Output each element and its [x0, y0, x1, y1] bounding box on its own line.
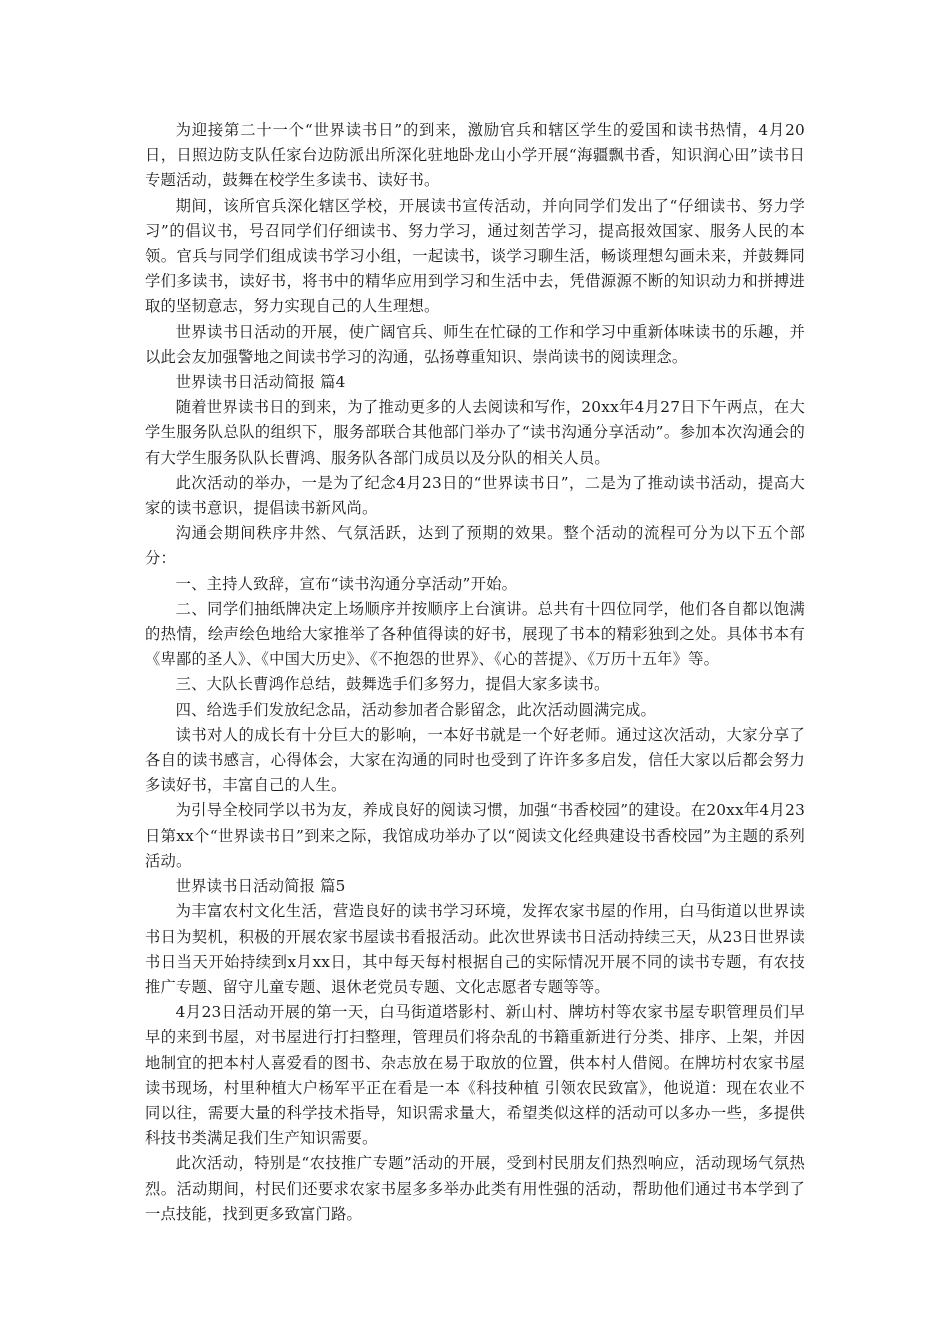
paragraph: 沟通会期间秩序井然、气氛活跃，达到了预期的效果。整个活动的流程可分为以下五个部分：: [145, 524, 805, 568]
paragraph: 读书对人的成长有十分巨大的影响，一本好书就是一个好老师。通过这次活动，大家分享了各自的读书感言，心得体会，大家在沟通的同时也受到了许许多多启发，信任大家以后都会努力多读好书，丰富自己的人生。: [145, 725, 805, 795]
section-heading: 世界读书日活动简报 篇5: [175, 877, 346, 896]
list-item: 二、同学们抽纸牌决定上场顺序并按顺序上台演讲。总共有十四位同学，他们各自都以饱满的热情，绘声绘色地给大家推举了各种值得读的好书，展现了书本的精彩独到之处。具体书本有《卑鄙的圣人》、《中国大历史》、《不抱怨的世界》、《心的菩提》、《万历十五年》等。: [145, 599, 805, 669]
section-heading: 世界读书日活动简报 篇4: [175, 373, 346, 392]
list-item: 四、给选手们发放纪念品，活动参加者合影留念，此次活动圆满完成。: [175, 700, 656, 719]
document-body: [145, 118, 805, 1227]
paragraph: 此次活动的举办，一是为了纪念4月23日的“世界读书日”，二是为了推动读书活动，提高大家的读书意识，提倡读书新风尚。: [145, 473, 805, 518]
paragraph: 4月23日活动开展的第一天，白马街道塔影村、新山村、牌坊村等农家书屋专职管理员们早早的来到书屋，对书屋进行打扫整理，管理员们将杂乱的书籍重新进行分类、排序、上架，并因地制宜的把本村人喜爱看的图书、杂志放在易于取放的位置，供本村人借阅。在牌坊村农家书屋读书现场，村里种植大户杨军平正在看是一本《科技种植 引领农民致富》，他说道：现在农业不同以往，需要大量的科学技术指导，知识需求量大，希望类似这样的活动可以多办一些，多提供科技书类满足我们生产知识需要。: [145, 1003, 805, 1148]
list-item: 一、主持人致辞，宣布“读书沟通分享活动”开始。: [175, 574, 518, 593]
paragraph: 为丰富农村文化生活，营造良好的读书学习环境，发挥农家书屋的作用，白马街道以世界读书日为契机，积极的开展农家书屋读书看报活动。此次世界读书日活动持续三天，从23日世界读书日当天开始持续到x月xx日，其中每天每村根据自己的实际情况开展不同的读书专题，有农技推广专题、留守儿童专题、退休老党员专题、文化志愿者专题等等。: [145, 902, 805, 996]
paragraph: 为引导全校同学以书为友，养成良好的阅读习惯，加强“书香校园”的建设。在20xx年4月23日第xx个“世界读书日”到来之际，我馆成功举办了以“阅读文化经典建设书香校园”为主题的系列活动。: [145, 801, 805, 870]
paragraph: 为迎接第二十一个“世界读书日”的到来，激励官兵和辖区学生的爱国和读书热情，4月20日，日照边防支队任家台边防派出所深化驻地卧龙山小学开展“海疆飘书香，知识润心田”读书日专题活动，鼓舞在校学生多读书、读好书。: [145, 121, 805, 190]
paragraph: 随着世界读书日的到来，为了推动更多的人去阅读和写作，20xx年4月27日下午两点，在大学生服务队总队的组织下，服务部联合其他部门举办了“读书沟通分享活动”。参加本次沟通会的有大学生服务队队长曹鸿、服务队各部门成员以及分队的相关人员。: [145, 398, 805, 467]
list-item: 三、大队长曹鸿作总结，鼓舞选手们多努力，提倡大家多读书。: [175, 675, 610, 694]
paragraph: 世界读书日活动的开展，使广阔官兵、师生在忙碌的工作和学习中重新体味读书的乐趣，并以此会友加强警地之间读书学习的沟通，弘扬尊重知识、崇尚读书的阅读理念。: [145, 322, 805, 366]
paragraph: 期间，该所官兵深化辖区学校，开展读书宣传活动，并向同学们发出了“仔细读书、努力学习”的倡议书，号召同学们仔细读书、努力学习，通过刻苦学习，提高报效国家、服务人民的本领。官兵与同学们组成读书学习小组，一起读书，谈学习聊生活，畅谈理想勾画未来，并鼓舞同学们多读书，读好书，将书中的精华应用到学习和生活中去，凭借源源不断的知识动力和拼搏进取的坚韧意志，努力实现自己的人生理想。: [145, 196, 805, 316]
paragraph: 此次活动，特别是“农技推广专题”活动的开展，受到村民朋友们热烈响应，活动现场气氛热烈。活动期间，村民们还要求农家书屋多多举办此类有用性强的活动，帮助他们通过书本学到了一点技能，找到更多致富门路。: [145, 1154, 805, 1223]
